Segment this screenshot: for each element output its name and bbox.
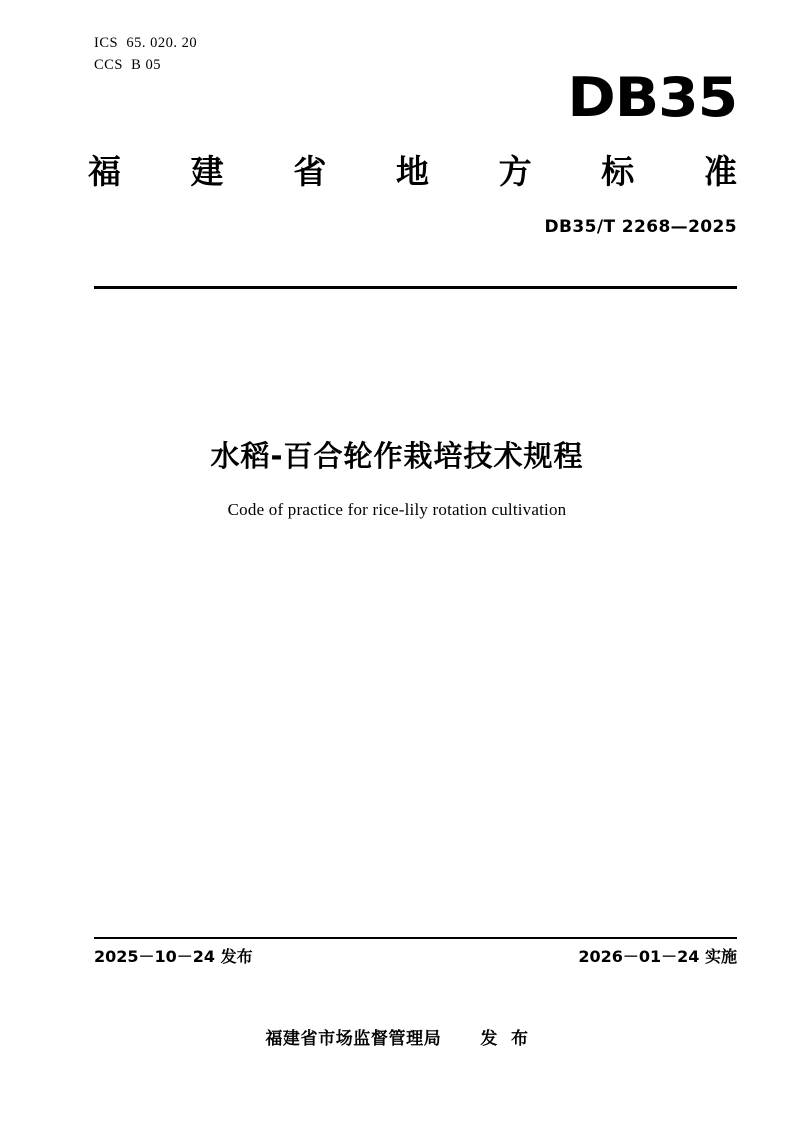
- issue-date: 2025－10－24 发布: [94, 947, 253, 966]
- document-title-chinese: 水稻-百合轮作栽培技术规程: [210, 439, 584, 473]
- ics-code: ICS 65. 020. 20: [94, 35, 198, 51]
- title-char-1: 福: [88, 152, 121, 191]
- date-row: [94, 944, 737, 967]
- ccs-code: CCS B 05: [94, 57, 161, 74]
- db35-logo: DB35: [567, 66, 737, 129]
- standard-series-title: [88, 146, 737, 193]
- title-char-2: 建: [190, 152, 224, 191]
- footer-divider: [94, 937, 737, 939]
- classification-block: [94, 32, 197, 77]
- title-char-5: 方: [498, 152, 532, 191]
- title-char-3: 省: [293, 152, 327, 191]
- standard-number: DB35/T 2268—2025: [544, 217, 737, 237]
- publisher-line: 福建省市场监督管理局 发 布: [265, 1029, 529, 1049]
- document-title-english: Code of practice for rice-lily rotation cultivation: [227, 500, 567, 519]
- title-char-7: 准: [703, 152, 737, 191]
- title-char-4: 地: [395, 152, 429, 191]
- effective-date: 2026－01－24 实施: [578, 947, 737, 966]
- header-divider: [94, 286, 737, 289]
- title-char-6: 标: [601, 152, 635, 191]
